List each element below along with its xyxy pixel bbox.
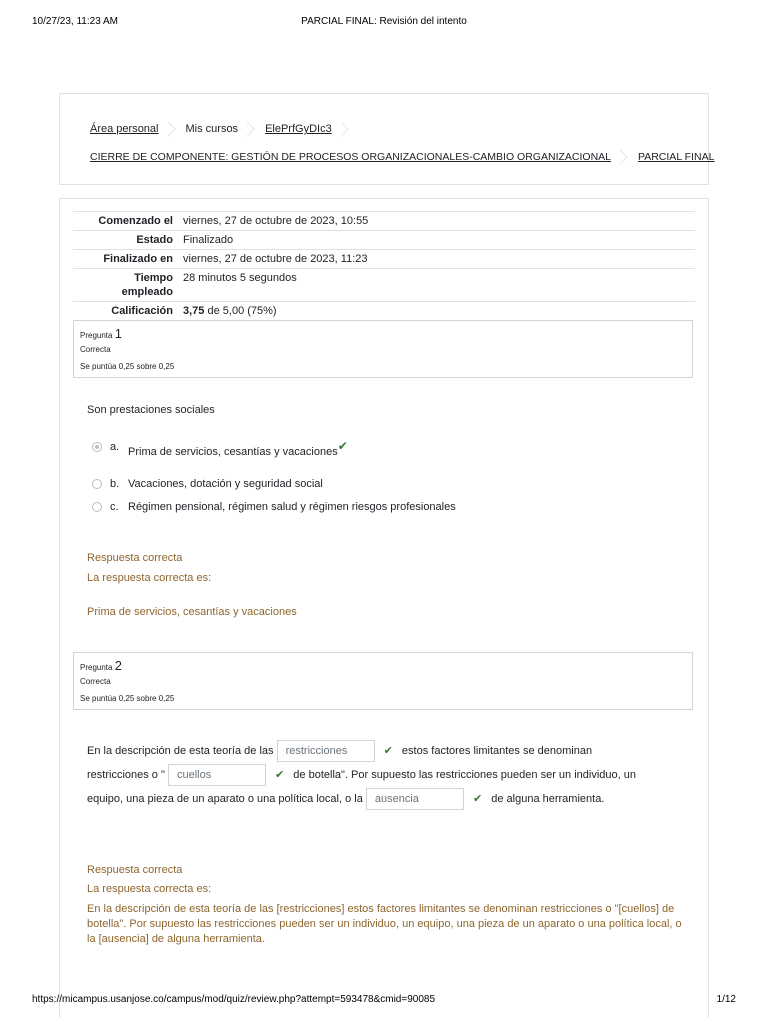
summary-row-time <box>73 269 695 302</box>
summary-label: Calificación <box>111 305 173 317</box>
summary-label <box>73 269 179 302</box>
question-grade: Se puntúa 0,25 sobre 0,25 <box>80 362 175 371</box>
summary-value: viernes, 27 de octubre de 2023, 11:23 <box>183 253 368 265</box>
question-label: Pregunta <box>80 663 113 672</box>
paragraph-line <box>87 739 687 763</box>
chevron-right-icon <box>620 146 629 168</box>
question-grade: Se puntúa 0,25 sobre 0,25 <box>80 694 175 703</box>
answer-option-c[interactable] <box>92 501 456 513</box>
answer-letter: b. <box>110 478 120 490</box>
print-page-title: PARCIAL FINAL: Revisión del intento <box>301 16 467 27</box>
summary-label: Estado <box>136 234 173 246</box>
breadcrumb-course[interactable]: ElePrfGyDIc3 <box>265 123 332 135</box>
paragraph-text: equipo, una pieza de un aparato o una política local, o la <box>87 793 363 805</box>
radio-unselected[interactable] <box>92 479 102 489</box>
question-number: 1 <box>114 326 122 341</box>
breadcrumb-section[interactable]: CIERRE DE COMPONENTE: GESTIÓN DE PROCESOS ORGANIZACIONALES-CAMBIO ORGANIZACIONAL <box>90 151 611 163</box>
radio-selected[interactable] <box>92 442 102 452</box>
summary-label: Comenzado el <box>98 215 173 227</box>
breadcrumb-quiz[interactable]: PARCIAL FINAL <box>638 151 715 163</box>
summary-value: Finalizado <box>183 234 234 246</box>
feedback-title: Respuesta correcta <box>87 552 183 564</box>
question-state: Correcta <box>80 345 111 354</box>
grade-score: 3,75 <box>183 305 205 317</box>
question-state: Correcta <box>80 677 111 686</box>
print-page-number: 1/12 <box>716 994 736 1005</box>
paragraph-text: restricciones o " <box>87 769 165 781</box>
attempt-summary-table <box>73 211 695 320</box>
summary-row-state <box>73 231 695 250</box>
answer-text: Régimen pensional, régimen salud y régimen riesgos profesionales <box>128 501 456 513</box>
radio-unselected[interactable] <box>92 502 102 512</box>
chevron-right-icon <box>168 118 177 140</box>
feedback-intro: La respuesta correcta es: <box>87 572 212 584</box>
answer-letter: a. <box>110 441 120 453</box>
check-icon: ✔ <box>337 439 348 453</box>
paragraph-text: de botella". Por supuesto las restricciones pueden ser un individuo, un <box>293 769 636 781</box>
breadcrumb <box>90 118 359 140</box>
answer-option-b[interactable] <box>92 478 323 490</box>
summary-row-finished <box>73 250 695 269</box>
question-1-info <box>73 320 693 378</box>
question-number-line <box>80 326 122 341</box>
blank-input-2[interactable]: cuellos <box>168 764 266 786</box>
summary-value <box>179 302 695 321</box>
print-header <box>32 16 736 30</box>
answer-option-a[interactable] <box>92 436 348 458</box>
paragraph-line <box>87 787 687 811</box>
question-number-line <box>80 658 122 673</box>
summary-row-started <box>73 212 695 231</box>
question-2-info <box>73 652 693 710</box>
paragraph-text: estos factores limitantes se denominan <box>401 745 593 757</box>
breadcrumb-card <box>59 93 715 185</box>
breadcrumb-area-personal[interactable]: Área personal <box>90 123 159 135</box>
feedback-title: Respuesta correcta <box>87 864 183 876</box>
summary-row-grade <box>73 302 695 321</box>
feedback-intro: La respuesta correcta es: <box>87 883 212 895</box>
summary-label-line: Tiempo <box>134 272 173 284</box>
print-date: 10/27/23, 11:23 AM <box>32 16 118 27</box>
check-icon: ✔ <box>275 769 285 781</box>
paragraph-line <box>87 763 687 787</box>
question-number: 2 <box>114 658 122 673</box>
check-icon: ✔ <box>383 745 393 757</box>
check-icon: ✔ <box>472 793 483 805</box>
feedback-correct-answer: En la descripción de esta teoría de las [restricciones] estos factores limitantes se denominan restricciones o "[cuellos] de botella". Por supuesto las restricciones pueden ser un individuo, un equipo, una pieza de un aparato o una política local, o la [ausencia] de alguna herramienta. <box>87 903 682 945</box>
print-url: https://micampus.usanjose.co/campus/mod/quiz/review.php?attempt=593478&cmid=90085 <box>32 994 436 1005</box>
question-1-text: Son prestaciones sociales <box>87 404 215 416</box>
summary-label-line: empleado <box>121 286 173 298</box>
chevron-right-icon <box>247 118 256 140</box>
question-label: Pregunta <box>80 331 113 340</box>
blank-input-1[interactable]: restricciones <box>277 740 375 762</box>
summary-value: 28 minutos 5 segundos <box>183 272 297 284</box>
breadcrumb-mis-cursos[interactable]: Mis cursos <box>185 123 239 135</box>
print-footer <box>32 994 736 1008</box>
feedback-correct-answer: Prima de servicios, cesantías y vacaciones <box>87 606 297 618</box>
grade-rest: de 5,00 (75%) <box>207 305 277 317</box>
summary-label: Finalizado en <box>103 253 173 265</box>
summary-value: viernes, 27 de octubre de 2023, 10:55 <box>183 215 369 227</box>
question-2-paragraph <box>87 739 687 811</box>
answer-letter: c. <box>110 501 119 513</box>
paragraph-text: En la descripción de esta teoría de las <box>87 745 274 757</box>
answer-text: Prima de servicios, cesantías y vacaciones <box>128 446 338 458</box>
answer-text: Vacaciones, dotación y seguridad social <box>128 478 323 490</box>
chevron-right-icon <box>341 118 350 140</box>
blank-input-3[interactable]: ausencia <box>366 788 464 810</box>
breadcrumb-row-2 <box>90 146 714 168</box>
paragraph-text: de alguna herramienta. <box>491 793 605 805</box>
